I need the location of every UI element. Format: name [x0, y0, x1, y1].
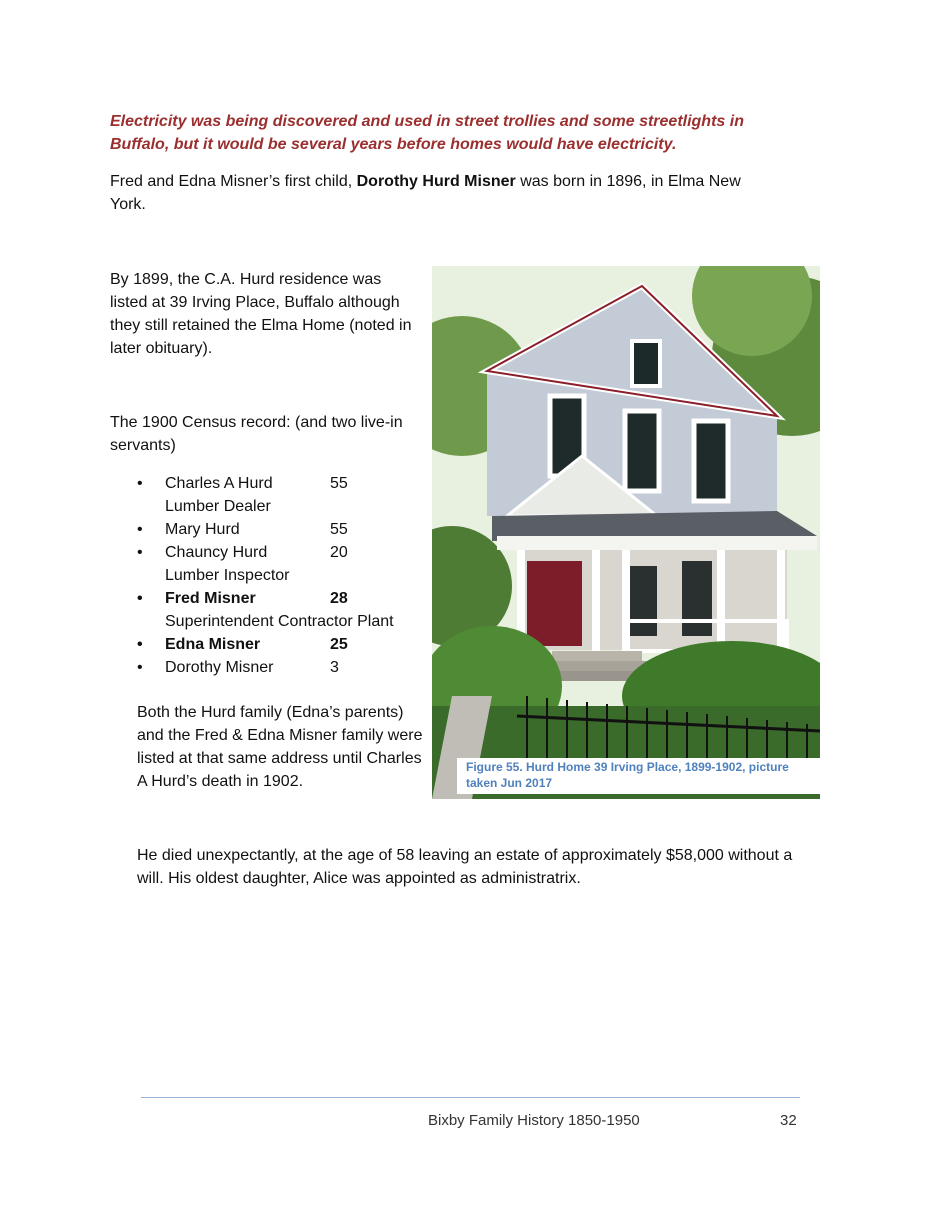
- census-entry: [137, 656, 437, 679]
- census-entry: [137, 472, 437, 518]
- census-age: 3: [330, 659, 339, 676]
- census-name: Charles A Hurd: [165, 475, 273, 492]
- census-name: Edna Misner: [165, 636, 261, 653]
- house-photo: [432, 266, 820, 799]
- house-illustration: [432, 266, 820, 799]
- census-entry: [137, 633, 437, 656]
- census-occupation: Lumber Dealer: [165, 498, 271, 515]
- census-age: 20: [330, 544, 348, 561]
- birth-name: Dorothy Hurd Misner: [356, 173, 516, 190]
- census-name: Chauncy Hurd: [165, 544, 268, 561]
- both-family-paragraph: Both the Hurd family (Edna’s parents) and the Fred & Edna Misner family were listed at that same address until Charles A Hurd’s death in 1902.: [137, 704, 423, 790]
- footer-title: Bixby Family History 1850-1950: [428, 1112, 640, 1129]
- census-occupation: Lumber Inspector: [165, 567, 290, 584]
- census-entry: [137, 541, 437, 587]
- census-name: Mary Hurd: [165, 521, 240, 538]
- figure-caption: Figure 55. Hurd Home 39 Irving Place, 1899-1902, picture taken Jun 2017: [457, 758, 820, 794]
- census-age: 55: [330, 521, 348, 538]
- census-entry: [137, 587, 437, 633]
- census-name: Dorothy Misner: [165, 659, 274, 676]
- census-age: 28: [330, 590, 348, 607]
- death-paragraph: He died unexpectantly, at the age of 58 leaving an estate of approximately $58,000 without a will. His oldest daughter, Alice was appointed as administratrix.: [137, 847, 793, 887]
- page-number: 32: [780, 1112, 797, 1129]
- census-list: [137, 472, 437, 679]
- birth-paragraph: [110, 170, 770, 216]
- birth-text-before: Fred and Edna Misner’s first child,: [110, 173, 357, 190]
- intro-paragraph: Electricity was being discovered and used in street trollies and some streetlights in Buffalo, but it would be several years before homes would have electricity.: [110, 113, 744, 153]
- birth-text-after: was born in 1896, in Elma New York.: [110, 173, 741, 213]
- census-age: 25: [330, 636, 348, 653]
- census-occupation: Superintendent Contractor Plant: [165, 613, 394, 630]
- census-entry: [137, 518, 437, 541]
- census-name: Fred Misner: [165, 590, 256, 607]
- census-intro: The 1900 Census record: (and two live-in servants): [110, 414, 403, 454]
- census-age: 55: [330, 475, 348, 492]
- residence-paragraph: By 1899, the C.A. Hurd residence was listed at 39 Irving Place, Buffalo although they still retained the Elma Home (noted in later obituary).: [110, 271, 412, 357]
- footer-divider: [141, 1097, 800, 1098]
